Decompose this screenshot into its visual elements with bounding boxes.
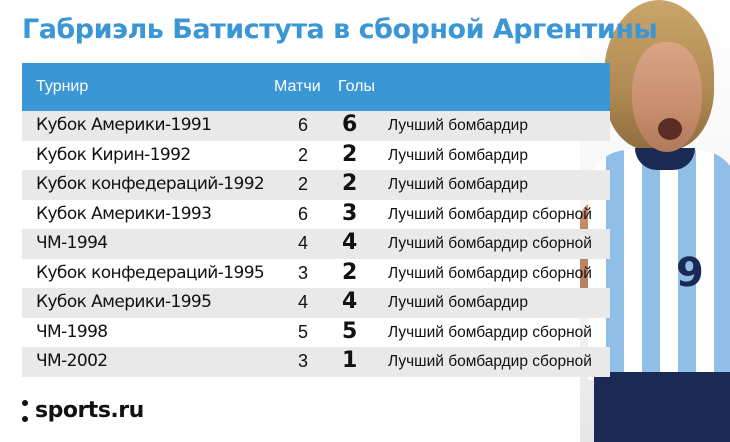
cell-tournament: ЧМ-1994	[36, 233, 108, 253]
table-row	[22, 170, 610, 200]
cell-goals: 5	[342, 318, 358, 344]
cell-tournament: ЧМ-2002	[36, 351, 108, 371]
cell-tournament: Кубок конфедераций-1995	[36, 262, 265, 283]
table-row	[22, 200, 610, 230]
logo-text: sports.ru	[35, 398, 144, 423]
header-goals: Голы	[338, 78, 375, 95]
cell-goals: 6	[342, 112, 358, 137]
cell-goals: 1	[342, 348, 358, 373]
cell-tournament: ЧМ-1998	[36, 321, 108, 342]
cell-note: Лучший бомбардир	[388, 146, 528, 164]
cell-note: Лучший бомбардир	[388, 294, 528, 311]
cell-note: Лучший бомбардир	[388, 117, 528, 134]
stats-table	[22, 63, 610, 377]
cell-note: Лучший бомбардир сборной	[388, 323, 592, 341]
shirt-number: 9	[676, 250, 704, 296]
page-title: Габриэль Батистута в сборной Аргентины	[22, 14, 658, 45]
header-matches: Матчи	[274, 78, 321, 95]
cell-tournament: Кубок Америки-1993	[36, 203, 212, 224]
table-row	[22, 288, 610, 318]
table-row	[22, 347, 610, 377]
cell-goals: 4	[342, 230, 358, 255]
table-row	[22, 141, 610, 171]
cell-matches: 3	[298, 351, 309, 371]
cell-goals: 2	[342, 141, 358, 167]
cell-matches: 6	[298, 203, 309, 224]
cell-note: Лучший бомбардир	[388, 176, 528, 193]
cell-tournament: Кубок конфедераций-1992	[36, 174, 265, 194]
table-row	[22, 111, 610, 141]
cell-tournament: Кубок Кирин-1992	[36, 144, 191, 165]
cell-goals: 4	[342, 289, 358, 314]
colon-icon	[22, 400, 30, 422]
cell-tournament: Кубок Америки-1991	[36, 115, 212, 135]
cell-goals: 3	[342, 200, 358, 226]
player-mouth	[658, 118, 682, 140]
cell-matches: 2	[298, 144, 309, 165]
cell-matches: 3	[298, 262, 309, 283]
sports-ru-logo	[22, 398, 144, 423]
table-row	[22, 318, 610, 348]
cell-note: Лучший бомбардир сборной	[388, 264, 592, 282]
cell-matches: 4	[298, 233, 309, 253]
cell-matches: 4	[298, 292, 309, 312]
player-shorts	[594, 372, 730, 442]
cell-tournament: Кубок Америки-1995	[36, 292, 212, 312]
cell-note: Лучший бомбардир сборной	[388, 235, 592, 252]
cell-note: Лучший бомбардир сборной	[388, 205, 592, 223]
cell-note: Лучший бомбардир сборной	[388, 353, 592, 370]
table-row	[22, 229, 610, 259]
table-row	[22, 259, 610, 289]
cell-goals: 2	[342, 171, 358, 196]
header-tournament: Турнир	[36, 78, 89, 95]
cell-matches: 6	[298, 115, 309, 135]
cell-matches: 2	[298, 174, 309, 194]
table-header	[22, 63, 610, 111]
cell-goals: 2	[342, 259, 358, 285]
cell-matches: 5	[298, 321, 309, 342]
